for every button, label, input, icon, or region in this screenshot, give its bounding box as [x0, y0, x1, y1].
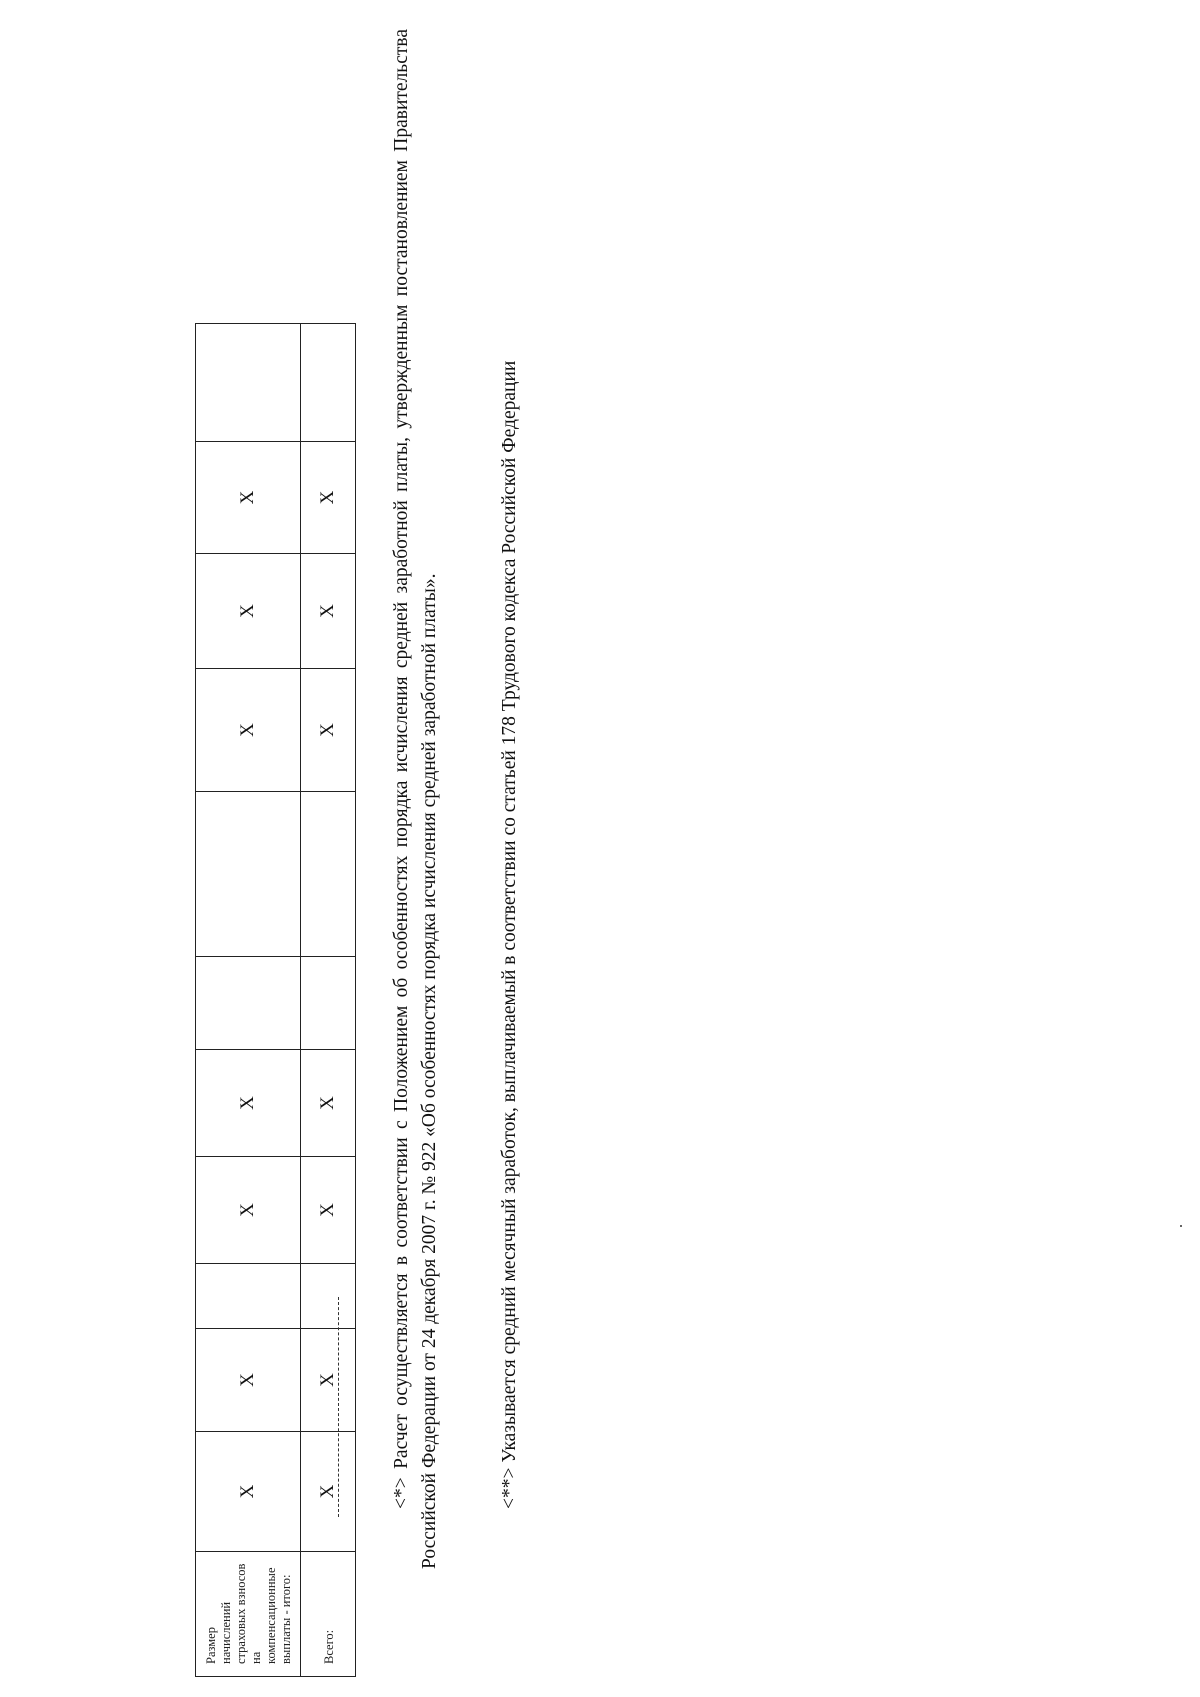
footnote-1: <*> Расчет осуществляется в соответствии с Положением об особенностях порядка исчисления средней заработной платы, утвержденным постановлением Правительства Российской Федерации от 24 декабря 2007 г. № 922 «Об особенностях порядка исчисления средней заработной платы».	[390, 29, 440, 1569]
row-label: Всего:	[301, 1552, 356, 1677]
table-cell	[301, 1264, 356, 1329]
table-cell	[196, 957, 301, 1050]
table-cell: X	[196, 442, 301, 554]
compensation-table	[195, 323, 356, 1677]
table-cell: X	[196, 1432, 301, 1552]
table-cell: X	[301, 554, 356, 669]
table-cell: X	[301, 1432, 356, 1552]
footnote-separator	[338, 1297, 339, 1517]
table-cell	[196, 324, 301, 442]
table-cell	[301, 324, 356, 442]
scan-speck	[1180, 1225, 1182, 1227]
table-cell	[196, 792, 301, 957]
table-cell: X	[196, 1157, 301, 1264]
table-cell: X	[301, 669, 356, 792]
table-cell	[196, 1264, 301, 1329]
table-row	[301, 324, 356, 1677]
table-cell: X	[196, 669, 301, 792]
footnote-2: <**> Указывается средний месячный заработок, выплачиваемый в соответствии со статьей 178 Трудового кодекса Российской Федерации	[498, 360, 520, 1509]
row-label: Размер начислений страховых взносов на компенсационные выплаты - итого:	[196, 1552, 301, 1677]
table-cell: X	[301, 1157, 356, 1264]
table-cell	[301, 957, 356, 1050]
table-cell: X	[301, 442, 356, 554]
table-cell: X	[196, 1329, 301, 1432]
table-cell: X	[196, 554, 301, 669]
table-cell: X	[301, 1050, 356, 1157]
table-cell: X	[196, 1050, 301, 1157]
table-cell: X	[301, 1329, 356, 1432]
table-cell	[301, 792, 356, 957]
table-row	[196, 324, 301, 1677]
